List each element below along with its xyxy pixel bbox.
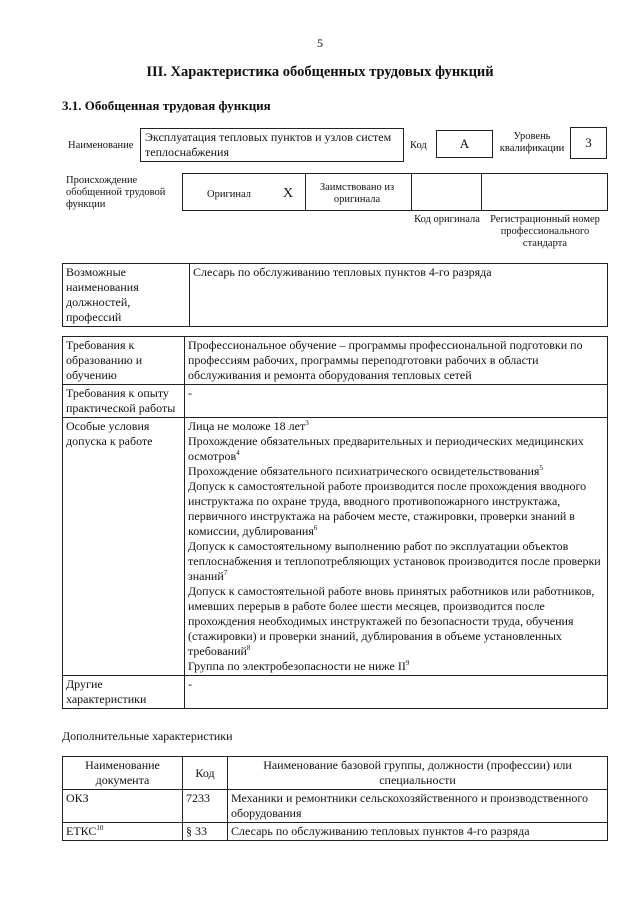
condition-item: Прохождение обязательного психиатрического освидетельствования$^5$ — [188, 464, 543, 478]
subsection-title: 3.1. Обобщенная трудовая функция — [62, 98, 271, 113]
condition-item: Допуск к самостоятельному выполнению работ по эксплуатации объектов теплоснабжения и теплопотребляющих установок производится после проверки знаний$^7$ — [188, 539, 601, 583]
additional-title: Дополнительные характеристики — [62, 729, 233, 743]
reg-number-label: Регистрационный номер профессионального стандарта — [490, 214, 600, 249]
positions-label: Возможные наименования должностей, профессий — [63, 264, 190, 327]
divider — [481, 174, 482, 210]
header-document: Наименование документа — [63, 757, 183, 790]
level-label: Уровень квалификации — [499, 131, 565, 154]
requirements-table — [62, 336, 608, 709]
conditions-list — [185, 418, 608, 676]
code-label: Код — [410, 140, 427, 151]
original-label: Оригинал — [207, 189, 251, 200]
code-original-label: Код оригинала — [414, 214, 480, 225]
row-code: § 33 — [183, 823, 228, 841]
row-document: ЕТКС$^{10}$ — [63, 823, 183, 841]
row-document: ОКЗ — [63, 790, 183, 823]
table-row — [63, 823, 608, 841]
name-label: Наименование — [68, 140, 134, 151]
level-box — [570, 127, 607, 159]
other-value: - — [185, 676, 608, 709]
row-code: 7233 — [183, 790, 228, 823]
positions-table — [62, 263, 608, 327]
experience-label: Требования к опыту практической работы — [63, 385, 185, 418]
additional-table — [62, 756, 608, 841]
function-name-box — [140, 128, 404, 162]
education-label: Требования к образованию и обучению — [63, 337, 185, 385]
condition-item: Прохождение обязательных предварительных и периодических медицинских осмотров$^4$ — [188, 434, 584, 463]
table-row — [63, 790, 608, 823]
page-number: 5 — [317, 36, 323, 50]
divider — [411, 174, 412, 210]
row-name: Механики и ремонтники сельскохозяйственного и производственного оборудования — [228, 790, 608, 823]
row-name: Слесарь по обслуживанию тепловых пунктов 4-го разряда — [228, 823, 608, 841]
education-value: Профессиональное обучение – программы профессиональной подготовки по профессиям рабочих, программы переподготовки рабочих в области обслуживания и ремонта оборудования тепловых сетей — [185, 337, 608, 385]
origin-box — [182, 173, 608, 211]
section-title: III. Характеристика обобщенных трудовых функций — [146, 64, 494, 80]
experience-value: - — [185, 385, 608, 418]
code-box — [436, 130, 493, 158]
borrowed-label: Заимствовано из оригинала — [319, 182, 395, 205]
positions-value: Слесарь по обслуживанию тепловых пунктов 4-го разряда — [190, 264, 608, 327]
level-value: 3 — [585, 135, 592, 150]
other-label: Другие характеристики — [63, 676, 185, 709]
condition-item: Допуск к самостоятельной работе вновь принятых работников или работников, имевших перерыв в работе более шести месяцев, производится после прохождения необходимых инструктажей по безопасности труда, обучения (стажировки) и проверки знаний, дублирования в объеме установленных требований$^8$ — [188, 584, 595, 658]
code-value: A — [459, 136, 470, 151]
function-name-value: Эксплуатация тепловых пунктов и узлов систем теплоснабжения — [145, 130, 392, 159]
conditions-label: Особые условия допуска к работе — [63, 418, 185, 676]
header-name: Наименование базовой группы, должности (профессии) или специальности — [228, 757, 608, 790]
original-mark: X — [283, 186, 294, 201]
header-code: Код — [183, 757, 228, 790]
divider — [305, 174, 306, 210]
condition-item: Группа по электробезопасности не ниже $II^9$ — [188, 659, 410, 673]
origin-label: Происхождение обобщенной трудовой функции — [66, 175, 166, 210]
condition-item: Лица не моложе 18 лет$^3$ — [188, 419, 309, 433]
condition-item: Допуск к самостоятельной работе производится после прохождения вводного инструктажа по охране труда, вводного противопожарного инструктажа, первичного инструктажа на рабочем месте, стажировки, проверки знаний в комиссии, дублирования$^6$ — [188, 479, 587, 538]
